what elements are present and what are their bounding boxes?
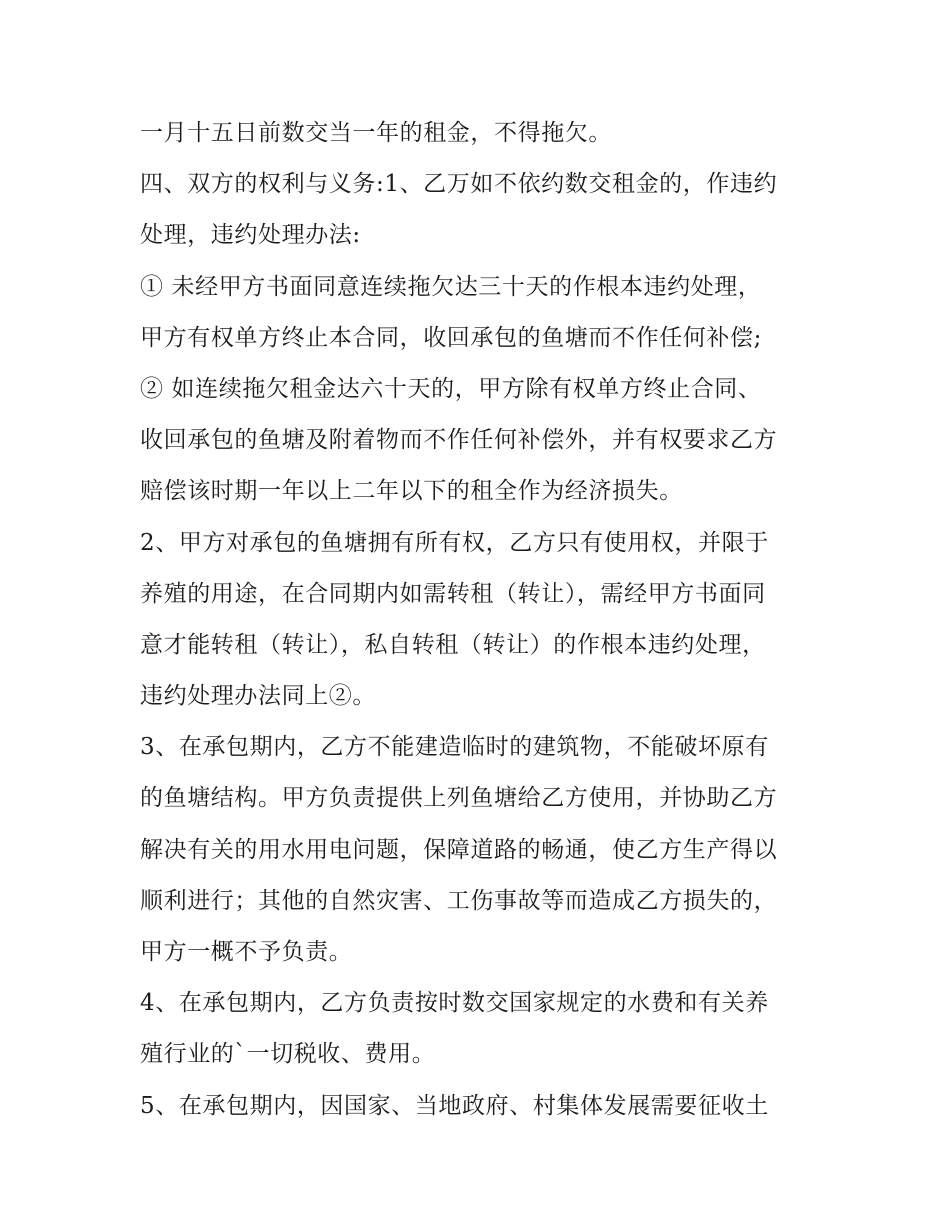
text-line: 5、在承包期内，因国家、当地政府、村集体发展需要征收土 [140,1092,769,1119]
text-line: 处理，违约处理办法: [140,222,361,249]
text-line: 收回承包的鱼塘及附着物而不作任何补偿外，并有权要求乙方 [140,427,778,454]
text-line: 解决有关的用水用电问题，保障道路的畅通，使乙方生产得以 [140,836,778,863]
text-line: 的鱼塘结构。甲方负责提供上列鱼塘给乙方使用，并协助乙方 [140,785,778,812]
text-line: 甲方一概不予负责。 [140,939,353,965]
text-line: 殖行业的`一切税收、费用。 [140,1041,436,1068]
text-line: ① 未经甲方书面同意连续拖欠达三十天的作根本违约处理， [140,273,762,300]
text-line: 一月十五日前数交当一年的租金，不得拖欠。 [140,120,612,146]
text-line: ② 如连续拖欠租金达六十天的，甲方除有权单方终止合同、 [140,375,762,402]
contract-body-text [140,108,840,1132]
text-line: 意才能转租（转让），私自转租（转让）的作根本违约处理， [140,631,766,658]
text-line: 4、在承包期内，乙方负责按时数交国家规定的水费和有关养 [140,990,769,1017]
text-line: 2、甲方对承包的鱼塘拥有所有权，乙方只有使用权，并限于 [140,529,769,556]
text-line: 顺利进行；其他的自然灾害、工伤事故等而造成乙方损失的， [140,887,778,914]
text-line: 养殖的用途，在合同期内如需转租（转让），需经甲方书面同 [140,580,766,607]
text-line: 赔偿该时期一年以上二年以下的租全作为经济损失。 [140,478,683,505]
text-line: 违约处理办法同上②。 [140,683,376,710]
text-line: 四、双方的权利与义务:1、乙万如不依约数交租金的，作违约 [140,171,778,198]
text-line: 甲方有权单方终止本合同，收回承包的鱼塘而不作任何补偿; [140,324,762,351]
text-line: 3、在承包期内，乙方不能建造临时的建筑物，不能破坏原有 [140,734,769,761]
